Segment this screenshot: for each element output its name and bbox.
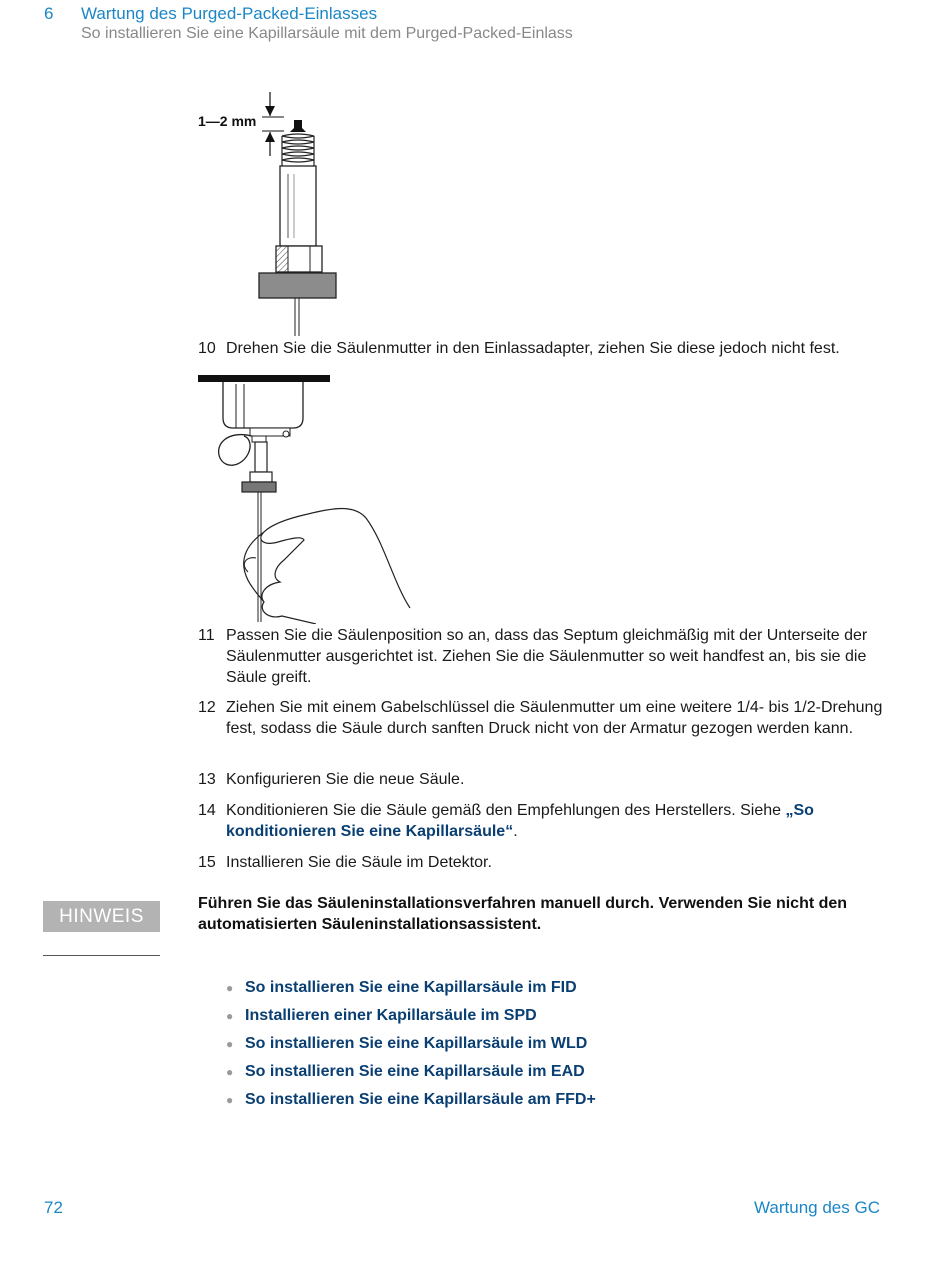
link-ead[interactable]: So installieren Sie eine Kapillarsäule im EAD	[245, 1063, 585, 1080]
step-text: Drehen Sie die Säulenmutter in den Einlassadapter, ziehen Sie diese jedoch nicht fest.	[226, 340, 840, 357]
bullet-icon: ●	[226, 1037, 234, 1051]
step-10	[198, 338, 888, 359]
step-number: 12	[198, 699, 216, 716]
list-item	[226, 1032, 596, 1060]
step-number: 11	[198, 627, 215, 644]
step-number: 15	[198, 854, 216, 871]
step-text: Installieren Sie die Säule im Detektor.	[226, 854, 492, 871]
step-text: Passen Sie die Säulenposition so an, dass das Septum gleichmäßig mit der Unterseite der Säulenmutter ausgerichtet ist. Ziehen Sie die Säulenmutter so weit handfest an, bis sie die Säule greift.	[226, 627, 868, 686]
step-number: 13	[198, 771, 216, 788]
step-12	[198, 697, 888, 739]
column-nut-installation-figure	[198, 372, 428, 624]
link-ffd[interactable]: So installieren Sie eine Kapillarsäule am FFD+	[245, 1091, 596, 1108]
footer-title: Wartung des GC	[754, 1198, 880, 1217]
link-wld[interactable]: So installieren Sie eine Kapillarsäule im WLD	[245, 1035, 588, 1052]
dimension-label: 1—2 mm	[198, 113, 257, 129]
step-number: 14	[198, 802, 216, 819]
step-text: Ziehen Sie mit einem Gabelschlüssel die Säulenmutter um eine weitere 1/4- bis 1/2-Drehung fest, sodass die Säule durch sanften Druck nicht von der Armatur gezogen werden kann.	[226, 699, 883, 737]
bullet-icon: ●	[226, 1093, 234, 1107]
bullet-icon: ●	[226, 1065, 234, 1079]
note-label: HINWEIS	[43, 901, 160, 932]
step-11	[198, 625, 888, 688]
list-item	[226, 1004, 596, 1032]
related-links-list	[226, 976, 596, 1116]
chapter-title: Wartung des Purged-Packed-Einlasses	[81, 4, 378, 23]
bullet-icon: ●	[226, 1009, 234, 1023]
step-15	[198, 852, 888, 873]
step-number: 10	[198, 340, 216, 357]
column-nut-ferrule-figure	[196, 88, 346, 338]
list-item	[226, 976, 596, 1004]
note-text: Führen Sie das Säuleninstallationsverfahren manuell durch. Verwenden Sie nicht den automatisierten Säuleninstallationsassistent.	[198, 895, 848, 933]
conditioning-link[interactable]: „So konditionieren Sie eine Kapillarsäule“	[226, 802, 814, 840]
step-14	[198, 800, 888, 842]
page-number: 72	[44, 1198, 63, 1217]
list-item	[226, 1088, 596, 1116]
step-text: Konfigurieren Sie die neue Säule.	[226, 771, 465, 788]
step-text: Konditionieren Sie die Säule gemäß den Empfehlungen des Herstellers. Siehe	[226, 802, 786, 819]
note-divider	[43, 955, 160, 956]
step-13	[198, 769, 888, 790]
step-text-suffix: .	[513, 823, 518, 840]
chapter-number: 6	[44, 4, 54, 23]
link-fid[interactable]: So installieren Sie eine Kapillarsäule im FID	[245, 979, 577, 996]
link-spd[interactable]: Installieren einer Kapillarsäule im SPD	[245, 1007, 537, 1024]
step-text-wrapper	[226, 800, 888, 842]
list-item	[226, 1060, 596, 1088]
bullet-icon: ●	[226, 981, 234, 995]
section-title: So installieren Sie eine Kapillarsäule mit dem Purged-Packed-Einlass	[81, 25, 573, 42]
